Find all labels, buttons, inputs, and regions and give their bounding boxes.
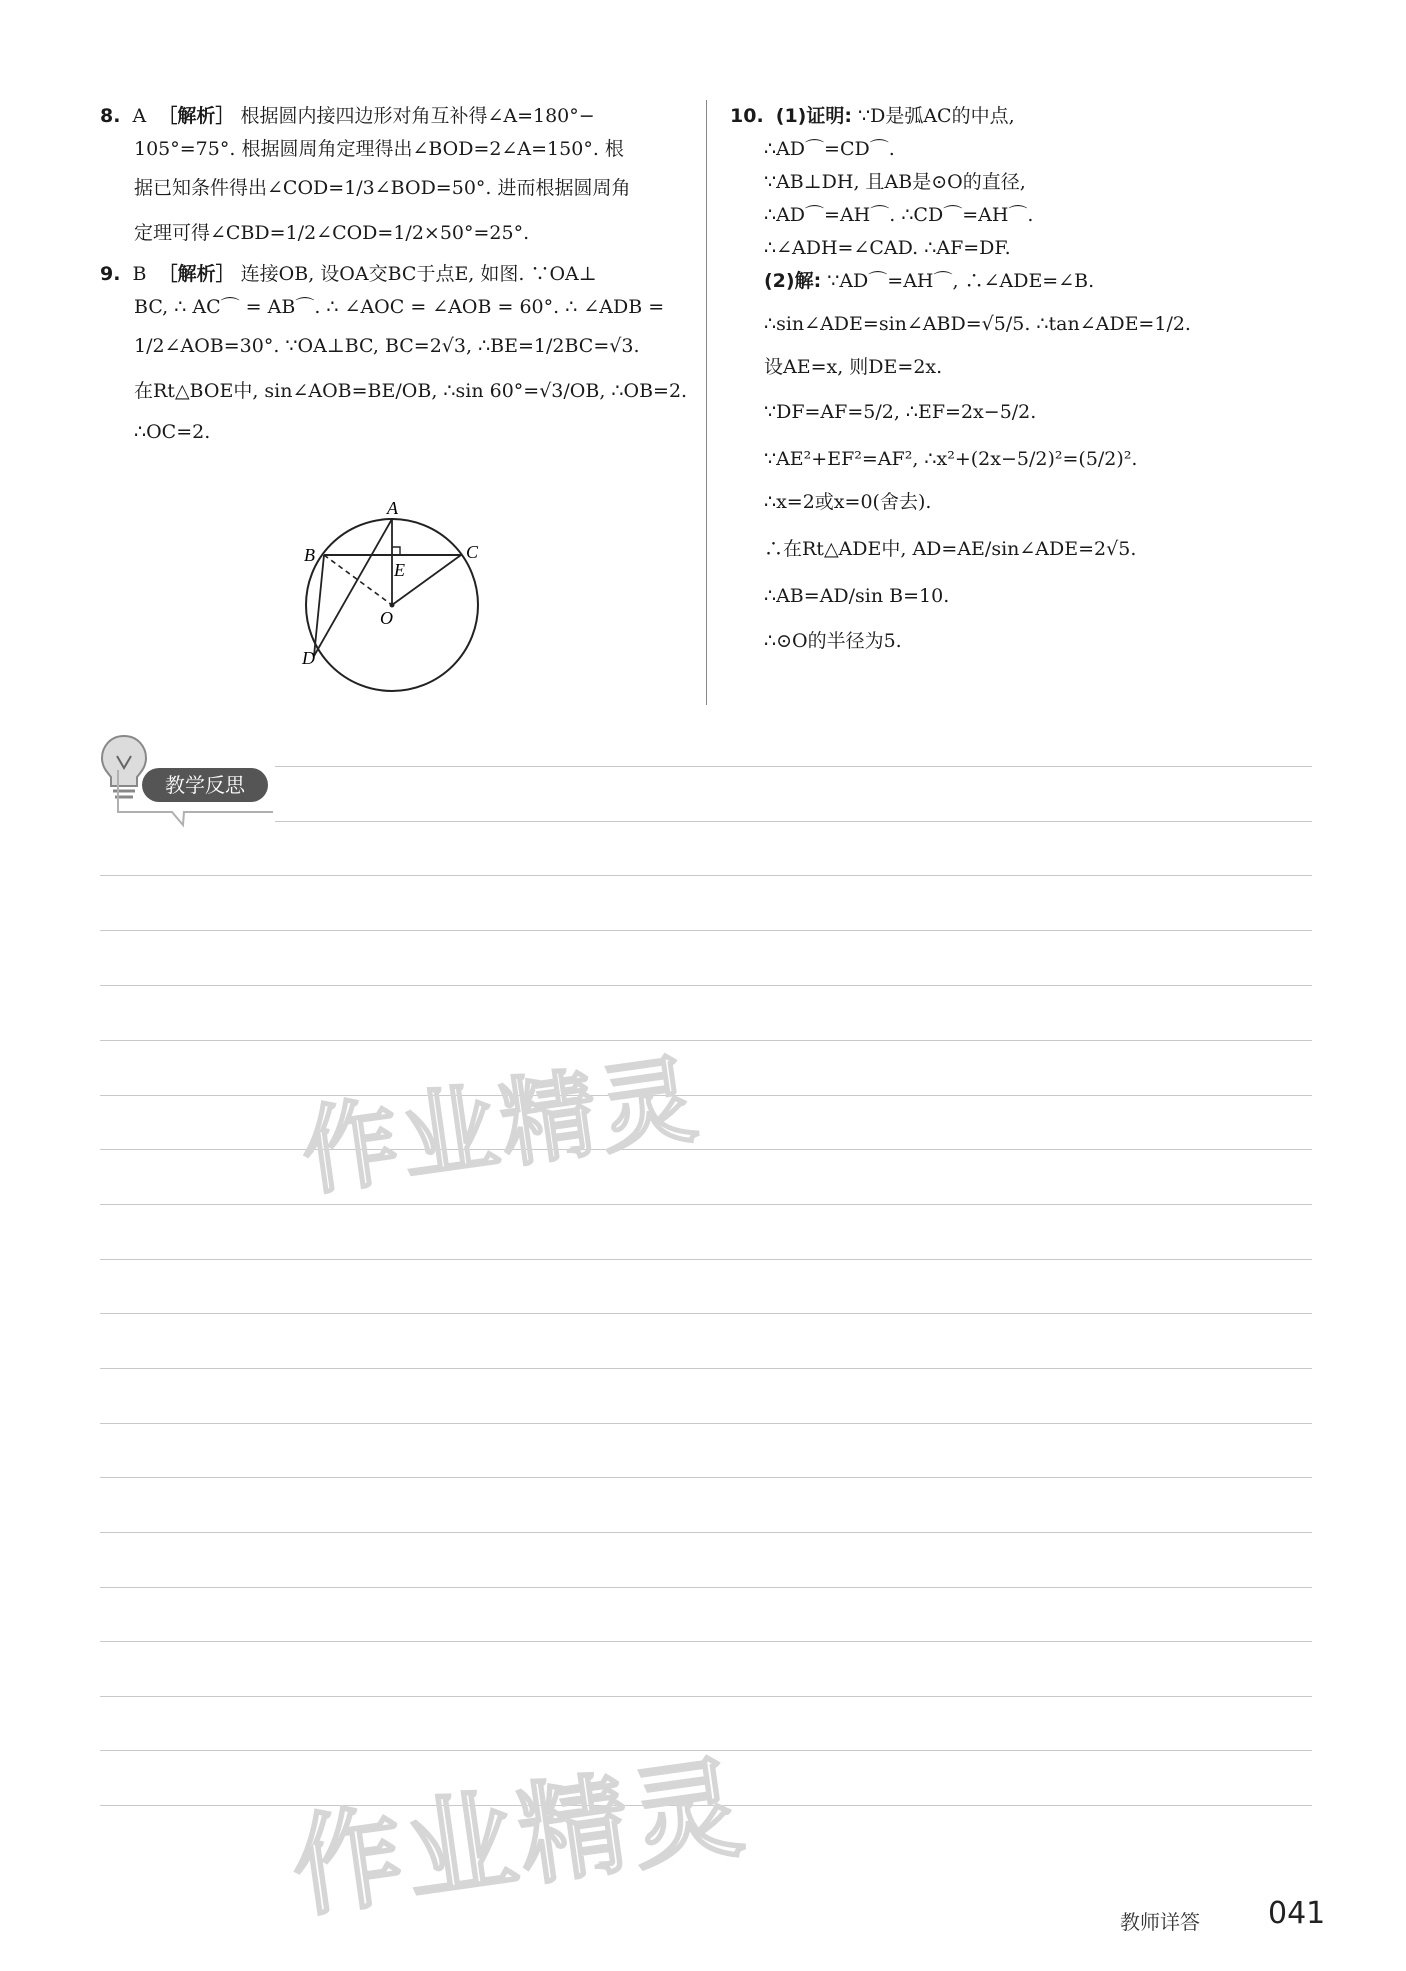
writing-line (100, 985, 1312, 986)
q10-part1-tag: (1)证明: (775, 105, 852, 127)
writing-line (100, 1477, 1312, 1478)
writing-line (275, 821, 1312, 822)
q9-text-1: 连接OB, 设OA交BC于点E, 如图. ∵OA⊥ (240, 263, 597, 285)
writing-line (275, 766, 1312, 767)
footer-label: 教师详答 (1120, 1910, 1200, 1934)
q9-text-5: ∴OC=2. (134, 421, 211, 443)
q10-p1-text-2: ∴AD⌒=CD⌒. (764, 138, 895, 160)
q10-p2-text-8: ∴AB=AD/sin B=10. (764, 585, 950, 607)
q10-line-1 (730, 100, 1330, 133)
q10-part2-line (730, 265, 1330, 298)
label-A: A (387, 498, 398, 518)
q10-p2-text-2: ∴sin∠ADE=sin∠ABD=√5/5. ∴tan∠ADE=1/2. (764, 313, 1191, 335)
writing-line (100, 1423, 1312, 1424)
watermark-lower: 作业精灵 (284, 1742, 754, 1934)
q9-analysis-tag: ［解析］ (158, 263, 235, 285)
label-C: C (466, 542, 479, 562)
q8-text-4: 定理可得∠CBD=1/2∠COD=1/2×50°=25°. (134, 222, 530, 244)
q9-answer: B (132, 263, 147, 285)
q9-number: 9. (100, 263, 121, 285)
writing-line (100, 930, 1312, 931)
q10-p1-text-1: ∵D是弧AC的中点, (858, 105, 1015, 127)
writing-line (100, 1204, 1312, 1205)
right-column (730, 100, 1330, 658)
q10-p2-text-6: ∴x=2或x=0(舍去). (764, 491, 932, 513)
q10-p2-text-9: ∴⊙O的半径为5. (764, 630, 902, 652)
q8-text-3: 据已知条件得出∠COD=1/3∠BOD=50°. 进而根据圆周角 (134, 177, 631, 199)
q10-p1-text-3: ∵AB⊥DH, 且AB是⊙O的直径, (764, 171, 1026, 193)
q10-p1-text-4: ∴AD⌒=AH⌒. ∴CD⌒=AH⌒. (764, 204, 1034, 226)
q8-answer: A (132, 105, 147, 127)
q10-p2-text-5: ∵AE²+EF²=AF², ∴x²+(2x−5/2)²=(5/2)². (764, 448, 1138, 470)
q10-p2-text-1: ∵AD⌒=AH⌒, ∴∠ADE=∠B. (827, 270, 1095, 292)
writing-line (100, 1587, 1312, 1588)
q10-p1-text-5: ∴∠ADH=∠CAD. ∴AF=DF. (764, 237, 1011, 259)
writing-line (100, 1040, 1312, 1041)
watermark-upper: 作业精灵 (295, 1042, 707, 1210)
writing-line (100, 1641, 1312, 1642)
q8-line-1 (100, 100, 682, 133)
left-column (100, 100, 688, 449)
q9-text-2: BC, ∴ AC⌒ = AB⌒. ∴ ∠AOC = ∠AOB = 60°. ∴ ∠ADB = (134, 296, 665, 318)
q9-text-4: 在Rt△BOE中, sin∠AOB=BE/OB, ∴sin 60°=√3/OB, ∴OB=2. (134, 380, 688, 402)
q10-part2-tag: (2)解: (764, 270, 822, 292)
q8-analysis-tag: ［解析］ (158, 105, 235, 127)
writing-line (100, 1313, 1312, 1314)
q8-text-2: 105°=75°. 根据圆周角定理得出∠BOD=2∠A=150°. 根 (134, 138, 624, 160)
column-divider (706, 100, 707, 705)
q10-p2-text-7: ∴在Rt△ADE中, AD=AE/sin∠ADE=2√5. (764, 538, 1137, 560)
writing-line (100, 1259, 1312, 1260)
q10-p2-text-4: ∵DF=AF=5/2, ∴EF=2x−5/2. (764, 401, 1037, 423)
q10-number: 10. (730, 105, 764, 127)
label-D: D (302, 648, 315, 668)
label-E: E (394, 560, 405, 580)
q9-text-3: 1/2∠AOB=30°. ∵OA⊥BC, BC=2√3, ∴BE=1/2BC=√3. (134, 335, 640, 357)
q9-line-1 (100, 258, 682, 291)
writing-line (100, 1095, 1312, 1096)
writing-line (100, 875, 1312, 876)
writing-line (100, 1696, 1312, 1697)
label-O: O (380, 608, 393, 628)
circle-geometry-diagram (300, 498, 490, 698)
q8-number: 8. (100, 105, 121, 127)
teaching-reflection-label: 教学反思 (142, 768, 268, 802)
q8-text-1: 根据圆内接四边形对角互补得∠A=180°− (240, 105, 595, 127)
q10-p2-text-3: 设AE=x, 则DE=2x. (764, 356, 943, 378)
page-number: 041 (1268, 1896, 1326, 1931)
writing-line (100, 1532, 1312, 1533)
label-B: B (304, 545, 315, 565)
writing-line (100, 1368, 1312, 1369)
